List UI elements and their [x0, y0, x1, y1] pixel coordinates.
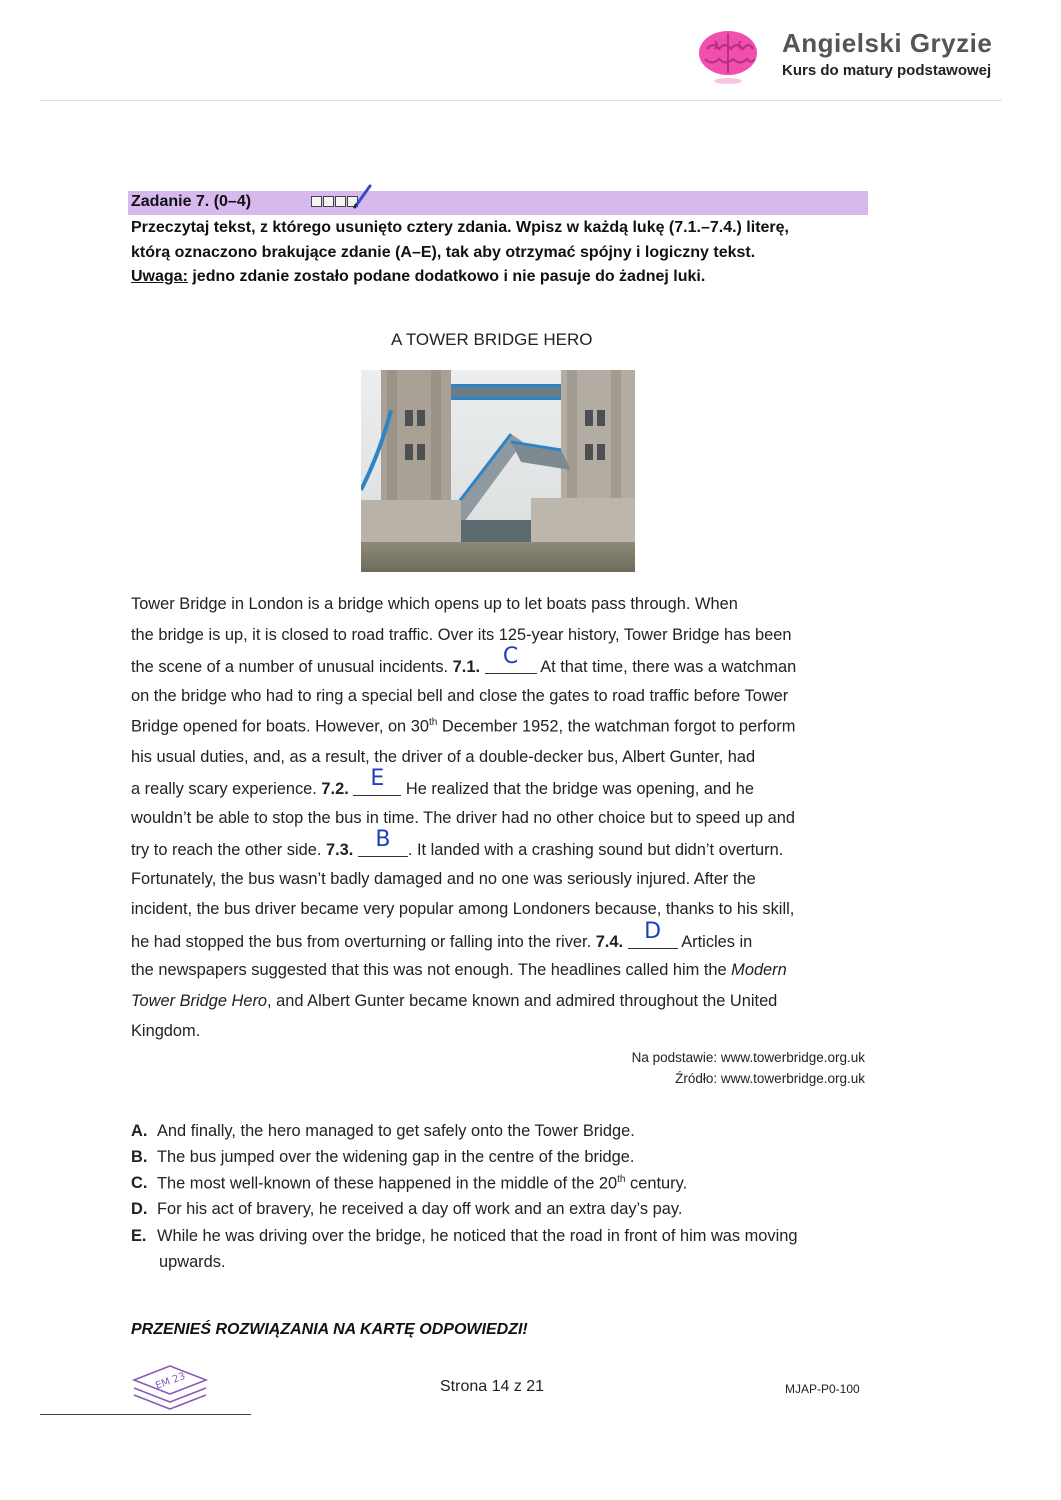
brain-logo-icon — [697, 27, 759, 87]
header-divider — [40, 100, 1002, 101]
option-letter: A. — [131, 1122, 148, 1140]
article-line: his usual duties, and, as a result, the driver of a double-decker bus, Albert Gunter, had — [131, 748, 756, 766]
article-text: try to reach the other side. — [131, 841, 326, 859]
article-text: Articles in — [677, 933, 753, 951]
option-letter: D. — [131, 1200, 148, 1218]
article-line: on the bridge who had to ring a special bell and close the gates to road traffic before Tower — [131, 687, 789, 705]
handwritten-answer-7-4: D — [644, 919, 662, 944]
article-text: , and Albert Gunter became known and admired throughout the United — [267, 992, 778, 1010]
transfer-note: PRZENIEŚ ROZWIĄZANIA NA KARTĘ ODPOWIEDZI! — [131, 1321, 528, 1338]
option-letter: C. — [131, 1174, 148, 1193]
source-note: Na podstawie: www.towerbridge.org.uk — [631, 1050, 865, 1065]
article-text: Bridge opened for boats. However, on 30 — [131, 717, 429, 736]
instruction-line-1: Przeczytaj tekst, z którego usunięto cztery zdania. Wpisz w każdą lukę (7.1.–7.4.) literę, — [131, 219, 789, 236]
article-text: . It landed with a crashing sound but didn’t overturn. — [407, 841, 784, 859]
option-text: While he was driving over the bridge, he noticed that the road in front of him was moving — [157, 1227, 798, 1245]
article-text: he had stopped the bus from overturning or falling into the river. — [131, 933, 596, 951]
brand-title: Angielski Gryzie — [782, 28, 993, 58]
article-line — [131, 919, 753, 952]
option-a — [131, 1122, 635, 1141]
article-line: Fortunately, the bus wasn’t badly damaged and no one was seriously injured. After the — [131, 870, 756, 888]
article-line — [131, 992, 777, 1011]
tower-bridge-photo — [361, 370, 635, 572]
brand-subtitle: Kurs do matury podstawowej — [782, 62, 992, 79]
logo-text: EM 23 — [154, 1370, 187, 1392]
article-title: A TOWER BRIDGE HERO — [391, 330, 593, 349]
option-letter: E. — [131, 1227, 147, 1245]
gap-number-7-1: 7.1. — [452, 658, 480, 676]
article-italic: Tower Bridge Hero — [131, 992, 268, 1010]
option-text: The most well-known of these happened in the middle of the 20 — [157, 1174, 618, 1193]
gap-number-7-3: 7.3. — [325, 841, 354, 859]
article-text: the scene of a number of unusual incidents. — [131, 658, 453, 676]
answer-gap-7-3[interactable] — [358, 827, 408, 857]
handwritten-answer-7-1: C — [502, 644, 519, 669]
article-text: the newspapers suggested that this was not enough. The headlines called him the — [131, 961, 732, 979]
task-title: Zadanie 7. (0–4) — [131, 193, 252, 210]
uwaga-label: Uwaga: — [131, 268, 188, 285]
answer-gap-7-4[interactable] — [628, 919, 678, 949]
article-line — [131, 961, 787, 980]
handwritten-answer-7-2: E — [370, 766, 385, 791]
article-line: wouldn’t be able to stop the bus in time. The driver had no other choice but to speed up and — [131, 809, 795, 827]
option-e — [131, 1227, 797, 1246]
handwritten-answer-7-3: B — [375, 827, 391, 852]
instruction-line-2: którą oznaczono brakujące zdanie (A–E), tak aby otrzymać spójny i logiczny tekst. — [131, 244, 756, 261]
page-number: Strona 14 z 21 — [440, 1378, 545, 1395]
article-line — [131, 644, 797, 677]
article-line: Tower Bridge in London is a bridge which opens up to let boats pass through. When — [131, 595, 738, 613]
uwaga-text: jedno zdanie zostało podane dodatkowo i nie pasuje do żadnej luki. — [187, 268, 706, 285]
instruction-line-3 — [131, 268, 705, 286]
article-text: At that time, there was a watchman — [536, 658, 797, 676]
article-text: December 1952, the watchman forgot to perform — [437, 717, 796, 736]
article-text: a really scary experience. — [131, 780, 322, 798]
exam-stack-logo-icon — [130, 1362, 210, 1412]
score-box — [335, 196, 346, 207]
score-box — [311, 196, 322, 207]
gap-number-7-4: 7.4. — [595, 933, 624, 951]
answer-gap-7-2[interactable] — [353, 766, 401, 796]
article-line — [131, 766, 754, 799]
pen-icon — [352, 183, 374, 209]
option-text: The bus jumped over the widening gap in the centre of the bridge. — [157, 1148, 635, 1166]
source-note: Źródło: www.towerbridge.org.uk — [675, 1071, 865, 1086]
gap-number-7-2: 7.2. — [321, 780, 349, 798]
exam-code: MJAP-P0-100 — [785, 1382, 860, 1396]
ordinal-suffix: th — [428, 717, 438, 728]
footer-divider — [40, 1414, 251, 1415]
article-line: incident, the bus driver became very popular among Londoners because, thanks to his skill, — [131, 900, 795, 918]
option-e-continuation: upwards. — [159, 1253, 226, 1271]
article-italic: Modern — [731, 961, 787, 979]
score-box — [323, 196, 334, 207]
article-line: Kingdom. — [131, 1022, 201, 1040]
article-line — [131, 827, 784, 860]
option-b — [131, 1148, 634, 1167]
article-text: He realized that the bridge was opening, and he — [401, 780, 754, 798]
option-text: And finally, the hero managed to get safely onto the Tower Bridge. — [157, 1122, 635, 1140]
article-line: the bridge is up, it is closed to road traffic. Over its 125-year history, Tower Bridge has been — [131, 626, 792, 644]
ordinal-suffix: th — [617, 1174, 626, 1185]
option-letter: B. — [131, 1148, 148, 1166]
answer-gap-7-1[interactable] — [485, 644, 537, 674]
score-boxes — [311, 196, 358, 207]
option-d — [131, 1200, 682, 1219]
option-c — [131, 1174, 687, 1193]
article-line — [131, 717, 795, 736]
option-text: For his act of bravery, he received a day off work and an extra day’s pay. — [157, 1200, 683, 1218]
option-text: century. — [625, 1174, 688, 1193]
